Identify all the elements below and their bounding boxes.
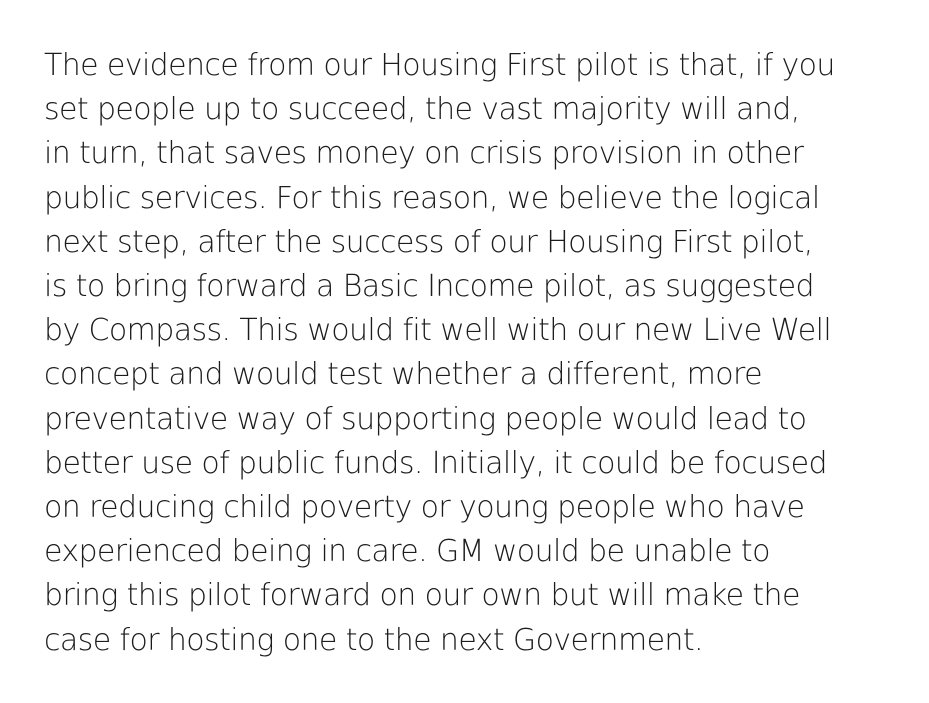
paragraph-line: preventative way of supporting people would lead to — [44, 401, 807, 437]
paragraph-line: public services. For this reason, we believe the logical — [44, 180, 820, 216]
paragraph-line: next step, after the success of our Housing First pilot, — [44, 224, 813, 260]
paragraph-line: by Compass. This would fit well with our new Live Well — [44, 313, 832, 349]
paragraph-line: bring this pilot forward on our own but will make the — [44, 578, 800, 614]
body-paragraph — [44, 44, 884, 663]
paragraph-line: is to bring forward a Basic Income pilot, as suggested — [44, 269, 814, 305]
paragraph-line: The evidence from our Housing First pilot is that, if you — [44, 48, 835, 83]
paragraph-line: case for hosting one to the next Government. — [44, 622, 703, 658]
paragraph-line: better use of public funds. Initially, it could be focused — [44, 445, 827, 481]
paragraph-line: on reducing child poverty or young people who have — [44, 490, 805, 526]
paragraph-line: concept and would test whether a different, more — [44, 357, 762, 393]
paragraph-line: in turn, that saves money on crisis provision in other — [44, 136, 804, 172]
paragraph-line: set people up to succeed, the vast majority will and, — [44, 92, 800, 128]
paragraph-line: experienced being in care. GM would be unable to — [44, 534, 770, 570]
